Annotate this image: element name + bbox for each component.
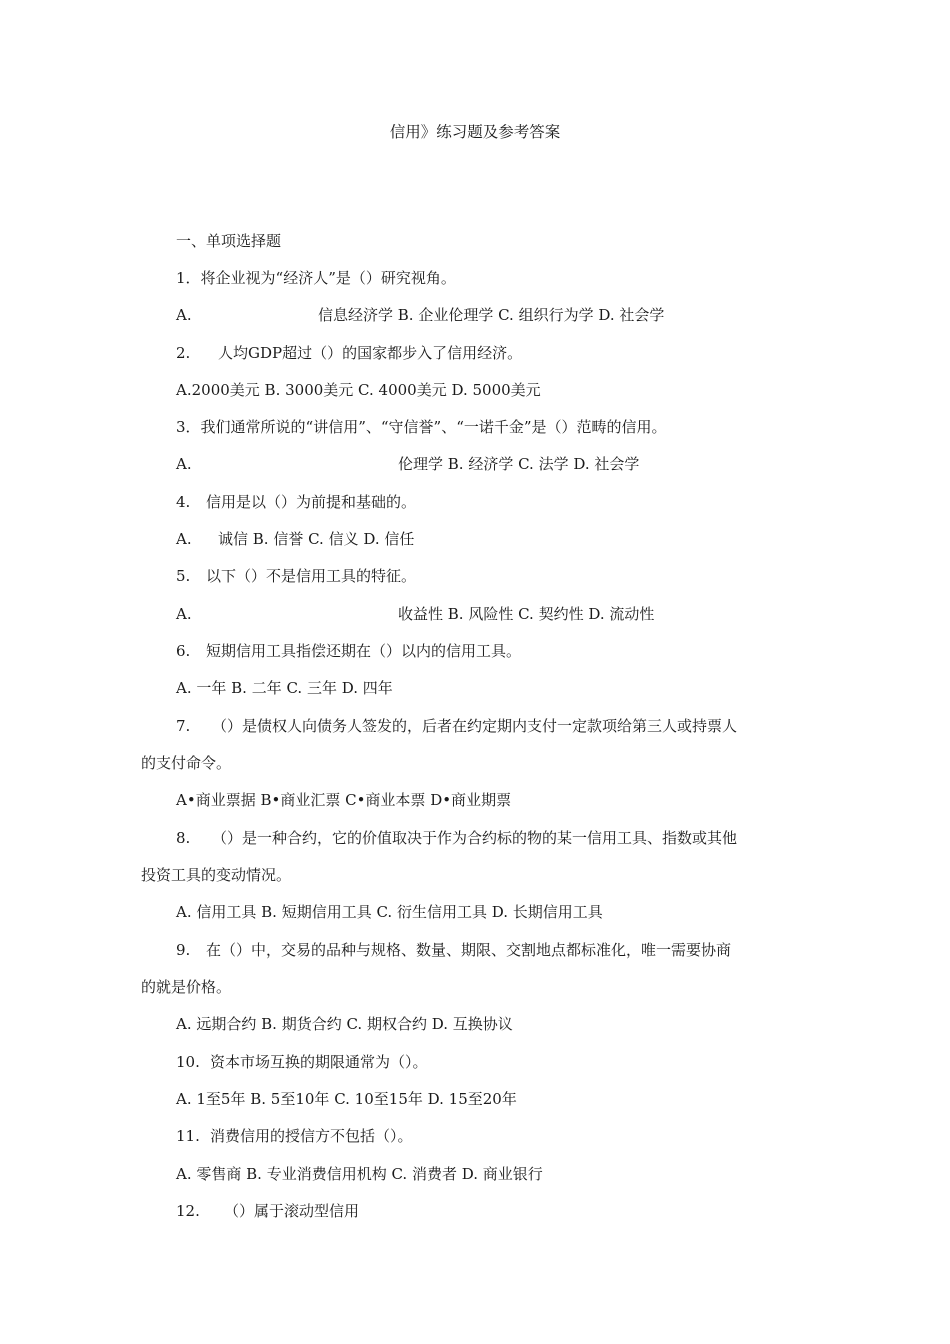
question-1 (176, 268, 456, 288)
answer-prefix: A. (176, 1015, 192, 1033)
question-number: 3． (176, 418, 201, 436)
question-text: 将企业视为“经济人”是（）研究视角。 (200, 269, 456, 287)
answer-5-prefix: A. (176, 605, 192, 623)
question-9-text-line2: 的就是价格。 (141, 978, 232, 996)
answer-prefix: A. (176, 903, 192, 921)
answer-7 (176, 790, 511, 810)
answer-options: 1至5年 B. 5至10年 C. 10至15年 D. 15至20年 (196, 1090, 517, 1108)
question-3 (176, 417, 667, 437)
question-4-text: 信用是以（）为前提和基础的。 (206, 493, 417, 511)
answer-9 (176, 1014, 513, 1034)
answer-prefix: A. (176, 1090, 192, 1108)
question-12-number: 12. (176, 1202, 200, 1220)
answer-1-prefix: A. (176, 306, 192, 324)
question-8-number: 8. (176, 829, 191, 847)
answer-prefix: A. (176, 679, 192, 697)
answer-10 (176, 1089, 517, 1109)
question-2-text: 人均GDP超过（）的国家都步入了信用经济。 (218, 344, 523, 362)
question-number: 1． (176, 269, 201, 287)
question-10-number: 10. (176, 1053, 200, 1071)
answer-8 (176, 902, 603, 922)
answer-options: 零售商 B. 专业消费信用机构 C. 消费者 D. 商业银行 (196, 1165, 543, 1183)
question-5-number: 5. (176, 567, 191, 585)
question-8-text-line2: 投资工具的变动情况。 (141, 866, 292, 884)
answer-prefix: A• (176, 791, 196, 809)
question-10-text: 资本市场互换的期限通常为（）。 (210, 1053, 428, 1071)
answer-options: 远期合约 B. 期货合约 C. 期权合约 D. 互换协议 (196, 1015, 513, 1033)
question-4-number: 4. (176, 493, 191, 511)
answer-options: 2000美元 B. 3000美元 C. 4000美元 D. 5000美元 (191, 381, 541, 399)
question-6-number: 6. (176, 642, 191, 660)
question-11-text: 消费信用的授信方不包括（）。 (210, 1127, 413, 1145)
answer-options: 信用工具 B. 短期信用工具 C. 衍生信用工具 D. 长期信用工具 (196, 903, 603, 921)
question-5-text: 以下（）不是信用工具的特征。 (206, 567, 417, 585)
question-6-text: 短期信用工具指偿还期在（）以内的信用工具。 (206, 642, 522, 660)
question-7-number: 7. (176, 717, 191, 735)
answer-1-options: 信息经济学 B. 企业伦理学 C. 组织行为学 D. 社会学 (318, 306, 665, 324)
answer-options: 商业票据 B•商业汇票 C•商业本票 D•商业期票 (195, 791, 512, 809)
answer-prefix: A. (176, 381, 192, 399)
document-title: 信用》练习题及参考答案 (389, 123, 561, 141)
answer-3-prefix: A. (176, 455, 192, 473)
question-9-number: 9. (176, 941, 191, 959)
question-7-text-line1: （）是债权人向债务人签发的，后者在约定期内支付一定款项给第三人或持票人 (212, 717, 738, 735)
question-7-text-line2: 的支付命令。 (141, 754, 232, 772)
answer-5-options: 收益性 B. 风险性 C. 契约性 D. 流动性 (398, 605, 655, 623)
answer-11 (176, 1164, 543, 1184)
answer-options: 一年 B. 二年 C. 三年 D. 四年 (196, 679, 393, 697)
question-11-number: 11. (176, 1127, 200, 1145)
answer-prefix: A. (176, 1165, 192, 1183)
answer-4-prefix: A. (176, 530, 192, 548)
question-12-text: （）属于滚动型信用 (224, 1202, 360, 1220)
answer-2 (176, 380, 541, 400)
question-8-text-line1: （）是一种合约，它的价值取决于作为合约标的物的某一信用工具、指数或其他 (212, 829, 738, 847)
answer-6 (176, 678, 393, 698)
answer-3-options: 伦理学 B. 经济学 C. 法学 D. 社会学 (398, 455, 640, 473)
answer-4-options: 诚信 B. 信誉 C. 信义 D. 信任 (218, 530, 415, 548)
question-text: 我们通常所说的“讲信用”、“守信誉”、“一诺千金”是（）范畴的信用。 (200, 418, 667, 436)
section-heading: 一、单项选择题 (176, 232, 282, 250)
question-9-text-line1: 在（）中，交易的品种与规格、数量、期限、交割地点都标准化，唯一需要协商 (206, 941, 732, 959)
question-2-number: 2. (176, 344, 191, 362)
